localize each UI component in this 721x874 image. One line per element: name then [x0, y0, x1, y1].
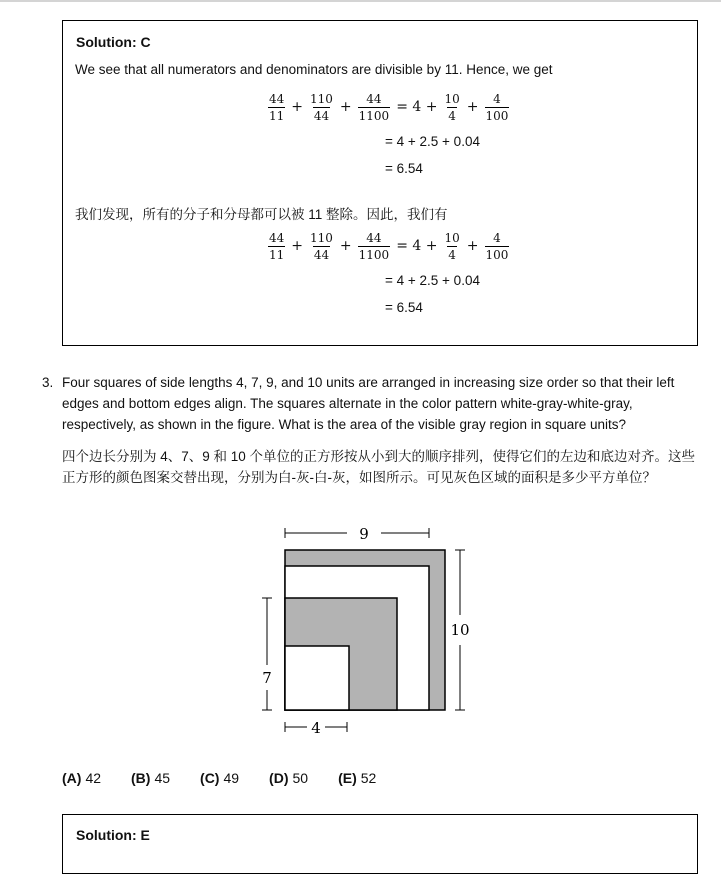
question-number: 3.: [42, 375, 54, 390]
label-ten: 10: [450, 621, 470, 639]
choice-d[interactable]: (D) 50: [269, 770, 309, 786]
equation-line: $\frac{44}{11}$ + $\frac{110}{44}$ + $\frac{44}{1100}$ = 4 + $\frac{10}{4}$ + $\frac{4}{100}$: [269, 91, 509, 123]
squares-group: [285, 550, 445, 710]
fraction: $\frac{4}{100}$: [485, 91, 509, 123]
answer-choices: [62, 770, 406, 786]
fraction: $\frac{110}{44}$: [310, 91, 333, 123]
equation-line-3: = 6.54: [385, 300, 423, 315]
equation-line: $\frac{44}{11}$ + $\frac{110}{44}$ + $\frac{44}{1100}$ = 4 + $\frac{10}{4}$ + $\frac{4}{100}$: [269, 230, 509, 262]
choice-b[interactable]: (B) 45: [131, 770, 171, 786]
question-text-en: Four squares of side lengths 4, 7, 9, and 10 units are arranged in increasing size order so that their left edges and bottom edges align. The squares alternate in the color pattern white-gray-white-gray, respectively, as shown in the figure. What is the area of the visible gray region in square units?: [62, 375, 675, 432]
question-text-zh: 四个边长分别为 4、7、9 和 10 个单位的正方形按从小到大的顺序排列，使得它们的左边和底边对齐。这些正方形的颜色图案交替出现，分别为白-灰-白-灰，如图所示。可见灰色区域的面积是多少平方单位？: [62, 449, 696, 485]
fraction: $\frac{10}{4}$: [444, 91, 460, 123]
solution-title-2: Solution: E: [76, 827, 150, 843]
label-seven: 7: [262, 669, 272, 687]
solution-box: [62, 20, 698, 346]
fraction: $\frac{44}{1100}$: [358, 91, 390, 123]
label-four: 4: [311, 719, 321, 737]
fraction: $\frac{44}{11}$: [269, 91, 285, 123]
fraction: $\frac{44}{1100}$: [358, 230, 390, 262]
equation-line-2: = 4 + 2.5 + 0.04: [385, 134, 480, 149]
choice-c[interactable]: (C) 49: [200, 770, 240, 786]
fraction: $\frac{4}{100}$: [485, 230, 509, 262]
choice-e[interactable]: (E) 52: [338, 770, 377, 786]
solution-title: Solution: C: [76, 34, 151, 50]
equation-line-3: = 6.54: [385, 161, 423, 176]
top-rule: [0, 0, 721, 2]
choice-a[interactable]: (A) 42: [62, 770, 102, 786]
fraction: $\frac{110}{44}$: [310, 230, 333, 262]
equation-line-2: = 4 + 2.5 + 0.04: [385, 273, 480, 288]
solution-text-zh: 我们发现，所有的分子和分母都可以被 11 整除。因此，我们有: [75, 207, 448, 222]
fraction: $\frac{10}{4}$: [444, 230, 460, 262]
label-nine: 9: [359, 525, 369, 543]
squares-figure: [255, 520, 485, 745]
square-side-4: [285, 646, 349, 710]
solution-box-2: [62, 814, 698, 874]
solution-text-en: We see that all numerators and denominators are divisible by 11. Hence, we get: [75, 62, 553, 77]
fraction: $\frac{44}{11}$: [269, 230, 285, 262]
